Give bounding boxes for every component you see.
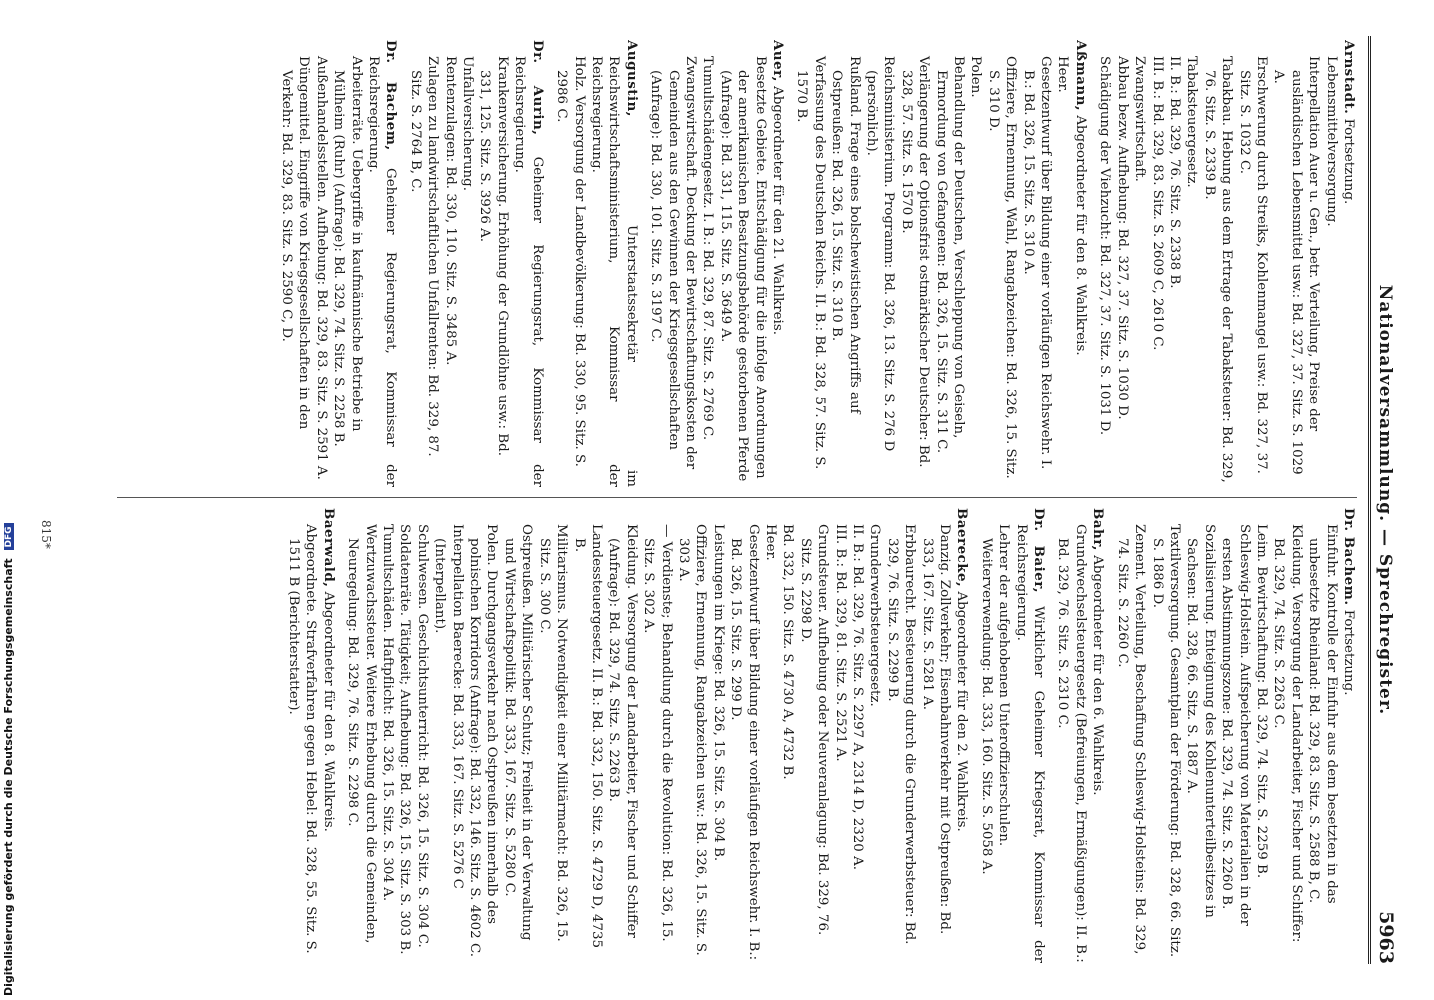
entry-line: Zulagen zu landwirtschaftlichen Unfallrenten: Bd. 329, 87. Sitz. S. 2764 B, C. [407,56,441,457]
entry-line: Ostpreußen. Militärischer Schutz; Freiheit in der Verwaltung und Wirtschaftspolitik: Bd. 333, 167. Sitz. S. 5280 C. [501,524,535,941]
speaker-role: Unterstaatssekretär im Reichswirtschaftsministerium, Kommissar der Reichsregierung. [588,56,639,487]
entry-line: — Verdienste; Behandlung durch die Revolution: Bd. 326, 15. Sitz. S. 302 A. [641,524,674,942]
entry-line: Rentenzulagen: Bd. 330, 110. Sitz. S. 3485 A. [442,56,458,366]
entry-line: Zwangswirtschaft. Deckung der Bewirtschaftungskosten der Gemeinden aus den Gewinnen der Kriegsgesellschaften (Anfrage): Bd. 330, 101. Sitz. S. 3197 C. [648,56,698,470]
entry-line: Heer. [763,524,778,561]
entry-line: Leistungen im Kriege: Bd. 326, 15. Sitz. S. 304 B. [710,524,726,862]
speaker-role: Geheimer Regierungsrat, Kommissar der Reichsregierung. [366,56,399,487]
entry-line: Krankenversicherung. Erhöhung der Grundlöhne usw.: Bd. 331, 125. Sitz. S. 3926 A. [477,56,510,456]
entry-line: Arbeiterräte. Uebergriffe in kaufmännische Betriebe in Mülheim (Ruhr) (Anfrage): Bd. 329, 74. Sitz. S. 2258 B. [331,56,364,447]
dfg-logo: DFG [4,523,14,550]
entry-heading [769,40,786,487]
entry-line: Polen. Durchgangsverkehr nach Ostpreußen innerhalb des polnischen Korridors (Anfrage): Bd. 332, 146. Sitz. S. 4602 C. [467,524,500,957]
index-entry [793,40,1089,487]
entry-line: Militarismus. Notwendigkeit einer Militärmacht: Bd. 326, 15. Sitz. S. 300 C. [536,524,570,942]
entry-line: Außenhandelsstellen. Aufhebung: Bd. 329, 83. Sitz. S. 2591 A. [313,56,329,480]
entry-heading [365,40,400,487]
entry-heading [319,508,336,963]
entry-line: Einfuhr. Kontrolle der Einfuhr aus dem besetzten in das unbesetzte Rheinland: Bd. 329, 83. Sitz. S. 2588 B, C. [1306,524,1339,904]
entry-heading [1072,40,1089,487]
entry-line: Heer. [1055,56,1071,93]
entry-line: Tabaksteuergesetz. [1184,56,1200,188]
speaker-name: Baerecke, [954,508,971,588]
entry-line: Düngemittel. Eingriffe von Kriegsgesellschaften in den Verkehr: Bd. 329, 83. Sitz. S. 2590 C, D. [279,56,312,430]
entry-line: Reichsministerium. Programm: Bd. 326, 13. Sitz. S. 276 D (persönlich). [864,56,897,452]
index-entry [278,40,400,487]
folio-number: 815* [39,520,53,549]
entry-line: Lebensmittelversorgung. [1323,56,1339,227]
entry-line: Leim. Bewirtschaftung: Bd. 329, 74. Sitz. S. 2259 B. [1253,524,1269,879]
entry-line: Rußland. Frage eines bolschewistischen Angriffs auf Ostpreußen: Bd. 326, 15. Sitz. S. 310 B. [829,56,862,414]
entry-line: Bd. 332, 150. Sitz. S. 4730 A, 4732 B. [780,524,796,780]
entry-line: Tumultschäden. Haftpflicht: Bd. 326, 15. Sitz. S. 304 A. [380,524,396,902]
digitization-credit [2,0,16,996]
page-number: 5963 [1375,911,1397,964]
entry-line: Grunderwerbsteuergesetz. [867,524,883,707]
entry-heading [1012,508,1047,963]
speaker-name: Dr. Aurin, [529,40,546,136]
entry-line: II. B.: Bd. 329, 76. Sitz. S. 2297 A, 2314 D, 2320 A. [850,524,866,871]
entry-line: Grundsteuer. Aufhebung oder Neuveranlagung: Bd. 329, 76. Sitz. S. 2298 D. [797,524,831,936]
index-entry [1113,508,1357,963]
index-entry [344,508,971,963]
entry-line: Offiziere, Ernennung, Wahl, Rangabzeichen: Bd. 326, 15. Sitz. S. 310 D. [985,56,1019,479]
entry-line: Interpellation Baerecke: Bd. 333, 167. Sitz. S. 5276 C (Interpellant). [432,524,465,889]
entry-line: Zement. Verteilung, Beschaffung Schleswig-Holsteins: Bd. 329, 74. Sitz. S. 2260 C. [1114,524,1148,955]
entry-line: Kleidung. Versorgung der Landarbeiter, Fischer und Schiffer (Anfrage): Bd. 329, 74. Sitz. S. 2263 B. [606,524,639,938]
speaker-name: Dr. Bachem, [383,40,400,151]
index-entry [406,40,545,487]
entry-line: Interpellation Auer u. Gen., betr. Verteilung, Preise der ausländischen Lebensmittel usw.: Bd. 327, 37. Sitz. S. 1029 A. [1271,56,1322,475]
entry-line: Gesetzentwurf über Bildung einer vorläufigen Reichswehr. I. B.: Bd. 326, 15. Sitz. S. 299 D. [728,524,761,961]
index-entry [647,40,786,487]
entry-line: Zwangswirtschaft. [1132,56,1148,182]
index-entry [977,508,1047,963]
entry-line: III. B.: Bd. 329, 81. Sitz. S. 2521 A. [832,524,848,762]
speaker-role: Abgeordneter für den 8. Wahlkreis. [1072,115,1088,356]
entry-line: Lehrer der aufgehobenen Unteroffizierschulen. Weiterverwendung: Bd. 333, 160. Sitz. S. 5058 A. [978,524,1012,875]
entry-line: Sozialisierung. Enteignung des Kohlenunterteilbesitzes in Sachsen: Bd. 328, 66. Sitz. S. 1887 A. [1184,524,1217,918]
entry-line: Besetzte Gebiete. Entschädigung für die infolge Anordnungen der amerikanischen Besatzungsbehörde gestorbenen Pferde (Anfrage): Bd. 331, 115. Sitz. S. 3649 A. [717,56,768,482]
entry-line: Verlängerung der Optionsfrist ostmärkischer Deutscher: Bd. 328, 57. Sitz. S. 1570 B. [898,56,932,468]
entry-line: Soldatenräte. Tätigkeit; Aufhebung: Bd. 326, 15. Sitz. S. 303 B. [397,524,413,955]
header-rule [1368,36,1371,964]
speaker-name: Dr. Baier, [1031,508,1048,593]
speaker-role: Abgeordneter für den 21. Wahlkreis. [770,86,785,335]
entry-heading [588,40,640,487]
index-entry [285,508,337,963]
speaker-role: Fortsetzung. [1341,118,1356,205]
speaker-role: Abgeordneter für den 8. Wahlkreis. [320,591,336,832]
speaker-name: Aßmann, [1072,40,1089,112]
entry-heading [1340,40,1357,487]
entry-line: Schulwesen. Geschichtsunterricht: Bd. 326, 15. Sitz. S. 304 C. [414,524,430,948]
entry-line: Erbbaurecht. Besteuerung durch die Grunderwerbsteuer: Bd. 329, 76. Sitz. S. 2299 B. [884,524,918,945]
entry-line: Abbau bezw. Aufhebung: Bd. 327, 37. Sitz. S. 1030 D. [1114,56,1130,420]
page-title: Nationalversammlung. — Sprechregister. [1375,284,1395,716]
entry-line: Grundwechselsteuergesetz (Befreiungen, Ermäßigungen): II. B.: Bd. 329, 76. Sitz. S. 2310 C. [1055,524,1088,963]
entry-line: III. B.: Bd. 329, 83. Sitz. S. 2609 C, 2610 C. [1149,56,1165,351]
entry-line: Tabakbau. Hebung aus dem Ertrage der Tabaksteuer: Bd. 329, 76. Sitz. S. 2339 B. [1201,56,1235,483]
entry-line: Polen. [968,56,984,98]
entry-line: Unfallversicherung. [460,56,476,191]
entry-line: Erschwerung durch Streiks, Kohlenmangel usw.: Bd. 327, 37. Sitz. S. 1032 C. [1236,56,1269,474]
entry-line: Schädigung der Viehzucht: Bd. 327, 37. Sitz. S. 1031 D. [1097,56,1113,436]
index-entry [1054,508,1106,963]
speaker-name: Auer, [770,40,786,82]
entry-line: Landessteuergesetz. II. B.: Bd. 332, 150. Sitz. S. 4729 D, 4735 B. [571,524,604,949]
entry-heading [1340,508,1357,963]
entry-line: Schleswig-Holstein. Aufspeicherung von Materialien in der ersten Abstimmungszone: Bd. 329, 74. Sitz. S. 2260 B. [1219,524,1252,926]
index-entry [1096,40,1357,487]
entry-line: II. B.: Bd. 329, 76. Sitz. S. 2338 B. [1166,56,1182,289]
speaker-role: Wirklicher Geheimer Kriegsrat, Kommissar der Reichsregierung. [1013,524,1047,963]
entry-line: Kleidung. Versorgung der Landarbeiter, Fischer und Schiffer: Bd. 329, 74. Sitz. S. 2263 C. [1271,524,1304,943]
speaker-name: Arnstadt. [1341,40,1357,115]
left-column [107,40,1357,487]
entry-line: Textilversorgung. Gesamtplan der Förderung: Bd. 328, 66. Sitz. S. 1886 D. [1149,524,1182,958]
speaker-role: Geheimer Regierungsrat, Kommissar der Reichsregierung. [512,56,545,487]
entry-line: Offiziere, Ernennung, Rangabzeichen usw.: Bd. 326, 15. Sitz. S. 303 A. [675,524,709,956]
column-divider [117,497,1357,498]
entry-heading [953,508,970,963]
speaker-name: Baerwald, [320,508,337,588]
entry-line: Verfassung des Deutschen Reichs. II. B.: Bd. 328, 57. Sitz. S. 1570 B. [794,56,827,470]
speaker-role: Abgeordneter für den 2. Wahlkreis. [954,591,970,832]
entry-line: Wertzuwachssteuer. Weitere Erhebung durch die Gemeinden, Neuregelung: Bd. 329, 76. Sitz. S. 2298 C. [345,524,378,944]
entry-line: Gesetzentwurf über Bildung einer vorläufigen Reichswehr. I. B.: Bd. 326, 15. Sitz. S. 310 A. [1020,56,1054,470]
speaker-role: Abgeordneter für den 6. Wahlkreis. [1090,555,1106,796]
speaker-name: Dr. Bachem. [1341,508,1357,606]
entry-heading [1089,508,1106,963]
index-entry [553,40,640,487]
speaker-name: Augustin, [623,40,640,117]
entry-heading [511,40,546,487]
speaker-name: Bahr, [1090,508,1107,551]
entry-line: Tumultschädengesetz. I. B.: Bd. 329, 87. Sitz. S. 2769 C. [700,56,716,441]
scanned-page [13,0,1417,1000]
entry-line: Danzig. Zollverkehr; Eisenbahnverkehr mit Ostpreußen: Bd. 333, 167. Sitz. S. 5281 A. [919,524,953,935]
entry-line: Holz. Versorgung der Landbevölkerung: Bd. 330, 95. Sitz. S. 2986 C. [554,56,587,467]
page-header [1371,36,1407,964]
entry-line: Abgeordnete. Strafverfahren gegen Hebel: Bd. 328, 55. Sitz. S. 1511 B (Berichterstatter). [286,524,319,954]
entry-line: Behandlung der Deutschen, Verschleppung von Geiseln, Ermordung von Gefangenen: Bd. 326, 15. Sitz. S. 311 C. [933,56,967,454]
speaker-role: Fortsetzung. [1341,609,1356,696]
right-column [107,508,1357,963]
credit-text: Digitalisierung gefördert durch die Deutsche Forschungsgemeinschaft [2,558,15,996]
